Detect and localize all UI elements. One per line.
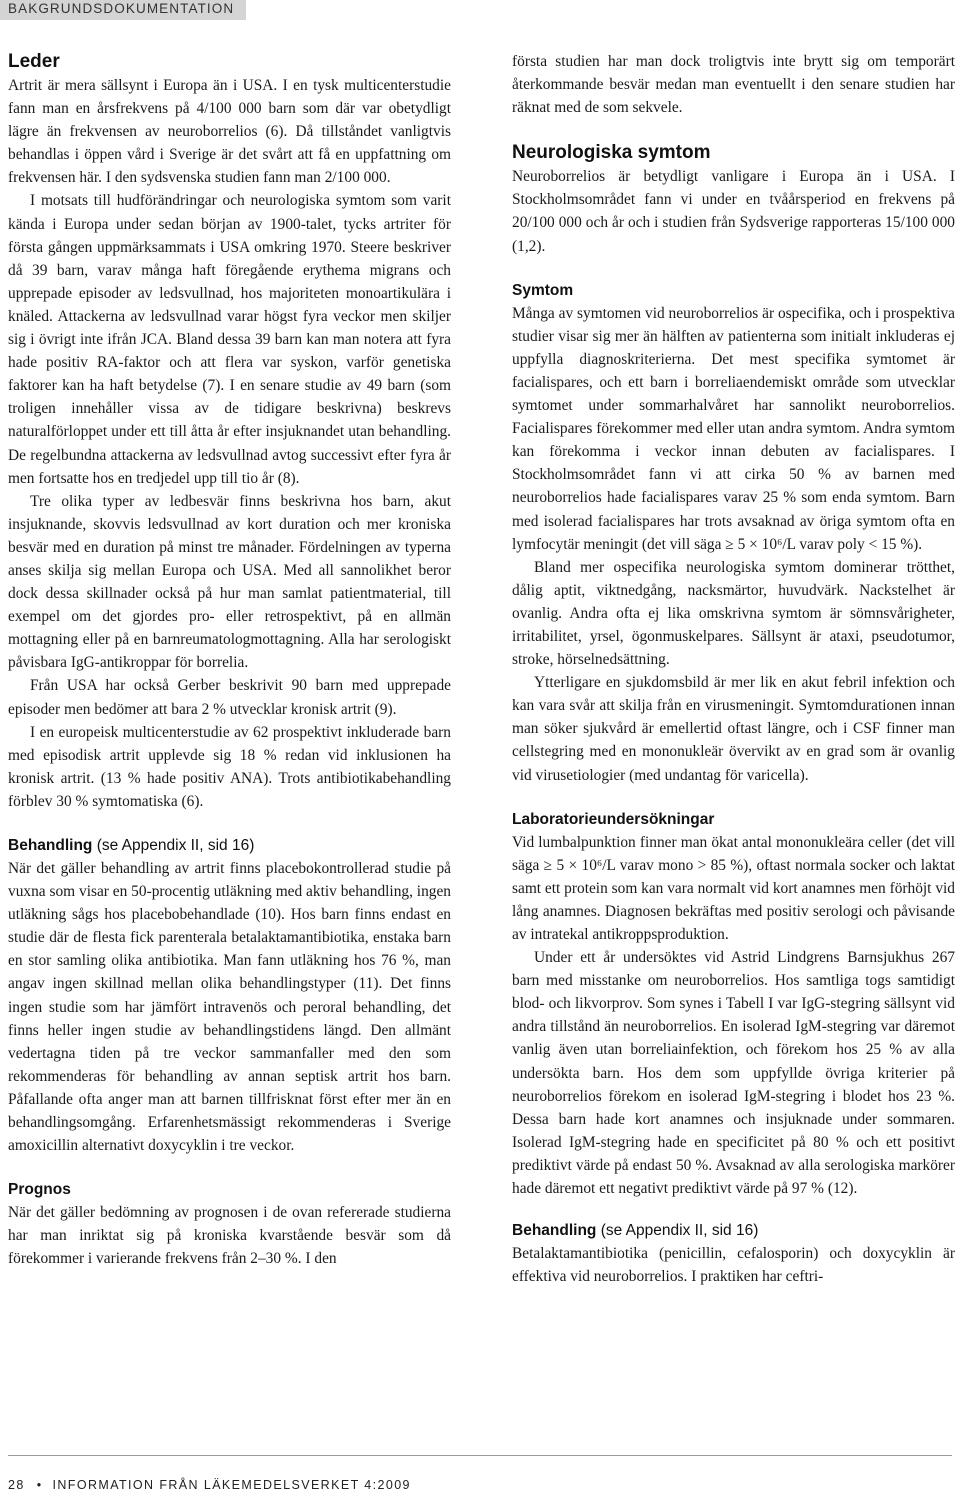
footer-separator: • — [36, 1478, 43, 1492]
paragraph: När det gäller bedömning av prognosen i de ovan refererade studierna har man inriktat sig på kroniska kvarstående besvär som då förekommer i varierande frekvens från 2–30 %. I den — [8, 1204, 451, 1268]
page-number: 28 — [8, 1478, 25, 1492]
publication-title: INFORMATION FRÅN LÄKEMEDELSVERKET 4:2009 — [52, 1478, 411, 1492]
section-header: BAKGRUNDSDOKUMENTATION — [0, 0, 246, 20]
paragraph: första studien har man dock troligtvis inte brytt sig om temporärt återkommande besvär medan man eventuellt i den senare studien har räknat med de som sekvele. — [512, 53, 955, 117]
paragraph: Tre olika typer av ledbesvär finns beskrivna hos barn, akut insjuknande, skovvis ledsvullnad av kort duration och mer kroniska besvär med en duration på minst tre månader. Fördelningen av typerna anses skilja sig mellan Europa och USA. Med all sannolikhet beror dock dessa skillnader också på hur man samlat patientmaterial, till exempel om det gjordes pro- eller retrospektivt, på en allmän mottagning eller på en barnreumatologmottagning. Alla har serologiskt påvisbara IgG-antikroppar för borrelia. — [8, 492, 451, 672]
heading-neurologiska-symtom: Neurologiska symtom — [512, 142, 711, 164]
heading-symtom: Symtom — [512, 281, 574, 299]
heading-behandling: Behandling (se Appendix II, sid 16) — [512, 1222, 759, 1240]
right-column — [512, 50, 955, 1288]
paragraph: I motsats till hudförändringar och neurologiska symtom som varit kända i Europa under sedan början av 1900-talet, tycks artriter för första gången uppmärksammats i USA omkring 1970. Steere beskriver då 39 barn, varav många haft föregående erythema migrans och upprepade episoder av ledsvullnad, hos majoriteten monoartikulära i knäled. Attackerna av ledsvullnad varar högst fyra veckor men skiljer sig i övrigt inte ifrån JCA. Bland dessa 39 barn kan man notera att fyra hade positiv RA-faktor och att flera var syskon, varför genetiska faktorer kan ha haft betydelse (7). I en senare studie av 49 barn (som troligen innehåller vissa av de tidigare beskrivna) beskrevs naturalförloppet under ett till åtta år efter insjuknandet utan behandling. De regelbundna attackerna av ledsvullnad avtog successivt efter fyra år men fortsatte hos en tredjedel upp till tio år (8). — [8, 192, 451, 487]
paragraph: När det gäller behandling av artrit finns placebokontrollerad studie på vuxna som visar en 50-procentig utläkning med aktiv behandling, ingen utläkning sågs hos placebobehandlade (10). Hos barn finns endast en studie där de flesta fick parenterala betalaktamantibiotika, enstaka barn en stor samling olika antibiotika. Man fann utläkning hos 76 %, man angav ingen skillnad mellan olika behandlingstyper (11). Det finns ingen studie som har jämfört intravenös och peroral behandling, det finns heller ingen studie av behandlingstidens längd. Den allmänt vedertagna tiden på tre veckor sammanfaller med den som rekommenderas för behandling av annan septisk artrit hos barn. Påfallande ofta anger man att barnen tillfrisknat först efter mer än en behandlingsomgång. Erfarenhetsmässigt rekommenderas i Sverige amoxicillin alternativt doxycyklin i tre veckor. — [8, 860, 451, 1155]
heading-laboratorieundersokningar: Laboratorieundersökningar — [512, 810, 715, 828]
paragraph: Från USA har också Gerber beskrivit 90 barn med upprepade episoder men bedömer att bara 2 % utvecklar kronisk artrit (9). — [8, 677, 451, 718]
paragraph: Ytterligare en sjukdomsbild är mer lik en akut febril infektion och kan vara svår att skilja från en virusmeningit. Symtomdurationen innan man söker sjukvård är emellertid oftast längre, och i CSF finner man cellstegring med en mononukleär övervikt av en grad som är ovanlig vid virusetiologier (med undantag för varicella). — [512, 674, 955, 784]
paragraph: Bland mer ospecifika neurologiska symtom dominerar trötthet, dålig aptit, viktnedgång, nacksmärtor, huvudvärk. Nackstelhet är ovanlig. Andra ofta ej lika omskrivna symtom är sömnsvårigheter, irritabilitet, yrsel, ögonmuskelpares. Sällsynt är ataxi, pseudotumor, stroke, hörselnedsättning. — [512, 558, 955, 669]
heading-behandling: Behandling (se Appendix II, sid 16) — [8, 837, 255, 854]
paragraph: Många av symtomen vid neuroborrelios är ospecifika, och i prospektiva studier visar sig mer än hälften av patienterna som initialt inkluderas ej uppfylla diagnoskriterierna. Det mest specifika symtomet är facialispares, och ett barn i borreliaendemiskt område som utvecklar symtomet under sommarhalvåret har sannolikt neuroborrelios. Facialispares förekommer med eller utan andra symtom. Andra symtom kan förekomma i veckor innan debuten av facialispares. I Stockholmsområdet fann vi att cirka 50 % av barnen med neuroborrelios hade facialispares varav 25 % som enda symtom. Barn med isolerad facialispares har trots avsaknad av öriga symtom ofta en lymfocytär meningit (det vill säga ≥ 5 × 10⁶/L varav poly < 15 %). — [512, 304, 955, 553]
left-column — [8, 50, 451, 1271]
footer-rule — [8, 1455, 952, 1456]
paragraph: Artrit är mera sällsynt i Europa än i USA. I en tysk multicenterstudie fann man en årsfrekvens på 4/100 000 barn som där var obetydligt lägre än frekvensen av neuroborrelios (6). Då tillståndet vanligtvis behandlas i öppen vård i Sverige är det svårt att få en uppfattning om frekvensen här. I den sydsvenska studien fann man 2/100 000. — [8, 77, 451, 187]
heading-leder: Leder — [8, 51, 60, 72]
paragraph: I en europeisk multicenterstudie av 62 prospektivt inkluderade barn med episodisk artrit upplevde sig 18 % redan vid inklusionen ha kronisk artrit. (13 % hade positiv ANA). Trots antibiotikabehandling förblev 30 % symtomatiska (6). — [8, 723, 451, 810]
paragraph: Neuroborrelios är betydligt vanligare i Europa än i USA. I Stockholmsområdet fann vi under en tvåårsperiod en frekvens på 20/100 000 och år och i studien från Sydsverige rapporteras 15/100 000 (1,2). — [512, 168, 955, 255]
paragraph: Under ett år undersöktes vid Astrid Lindgrens Barnsjukhus 267 barn med misstanke om neuroborrelios. Hos samtliga togs samtidigt blod- och likvorprov. Som synes i Tabell I var IgG-stegring sällsynt vid andra tillstånd än neuroborrelios. En isolerad IgM-stegring var däremot vanlig även utan borreliainfektion, och förekom hos 25 % av alla undersökta barn. Hos dem som uppfyllde övriga kriterier på neuroborrelios förekom en isolerad IgM-stegring i blodet hos 23 %. Dessa barn hade kort anamnes och insjuknade under sommaren. Isolerad IgM-stegring hade en specificitet på 80 % och ett positivt prediktivt värde på endast 50 %. Avsaknad av alla serologiska markörer hade däremot ett negativt prediktivt värde på 97 % (12). — [512, 949, 955, 1198]
heading-prognos: Prognos — [8, 1181, 71, 1199]
paragraph: Betalaktamantibiotika (penicillin, cefalosporin) och doxycyklin är effektiva vid neuroborrelios. I praktiken har ceftri- — [512, 1245, 955, 1286]
page-footer — [8, 1478, 411, 1492]
paragraph: Vid lumbalpunktion finner man ökat antal mononukleära celler (det vill säga ≥ 5 × 10⁶/L varav mono > 85 %), oftast normala socker och laktat samt ett protein som kan vara normalt vid kort anamnes men förhöjt vid lång anamnes. Diagnosen bekräftas med positiv serologi och påvisande av intratekal antikroppsproduktion. — [512, 833, 955, 943]
